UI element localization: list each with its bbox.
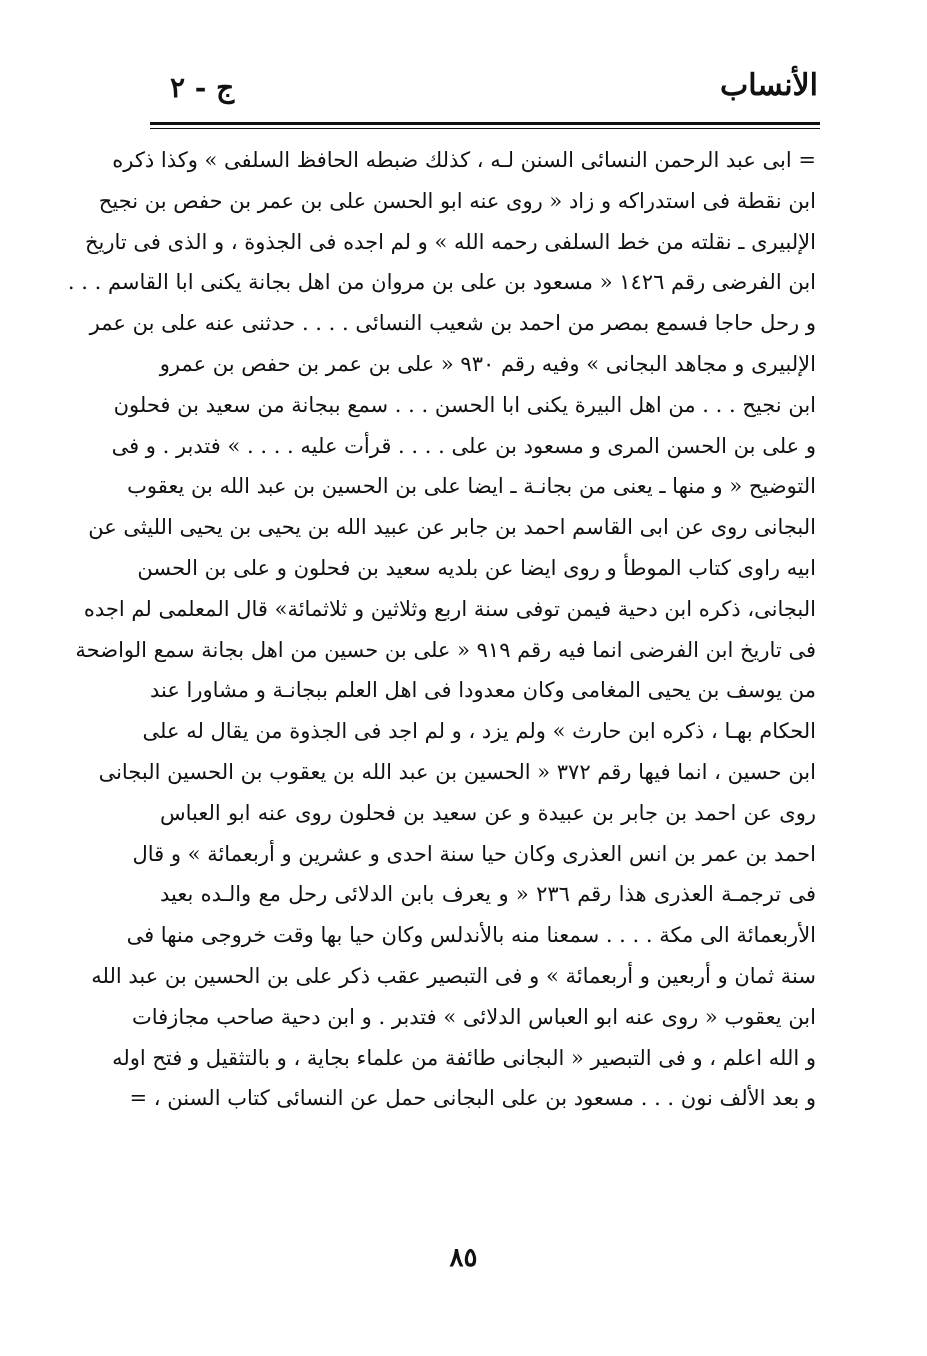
text-line: ابن الفرضى رقم ١٤٢٦ « مسعود بن على بن مروان من اهل بجانة يكنى ابا القاسم . . . — [67, 270, 816, 295]
text-line: البجانى، ذكره ابن دحية فيمن توفى سنة اربع وثلاثين و ثلاثمائة» قال المعلمى لم اجده — [83, 596, 816, 621]
volume-label: ج - ٢ — [170, 71, 235, 104]
text-line: الإلبيرى و مجاهد البجانى » وفيه رقم ٩٣٠ « على بن عمر بن حفص بن عمرو — [159, 351, 816, 376]
text-line: احمد بن عمر بن انس العذرى وكان حيا سنة احدى و عشرين و أربعمائة » و قال — [132, 841, 816, 866]
text-line: و رحل حاجا فسمع بمصر من احمد بن شعيب النسائى . . . . حدثنى عنه على بن عمر — [89, 311, 816, 336]
text-line: من يوسف بن يحيى المغامى وكان معدودا فى اهل العلم ببجانـة و مشاورا عند — [149, 678, 816, 703]
text-line: فى ترجمـة العذرى هذا رقم ٢٣٦ « و يعرف بابن الدلائى رحل مع والـده بعيد — [160, 882, 816, 907]
text-line: ابن نجيح . . . من اهل البيرة يكنى ابا الحسن . . . سمع ببجانة من سعيد بن فحلون — [113, 392, 816, 417]
text-line: ابن يعقوب « روى عنه ابو العباس الدلائى » فتدبر . و ابن دحية صاحب مجازفات — [131, 1004, 816, 1029]
text-line: الأربعمائة الى مكة . . . . سمعنا منه بالأندلس وكان حيا بها وقت خروجى منها فى — [126, 923, 816, 948]
text-line: الإلبيرى ـ نقلته من خط السلفى رحمه الله » و لم اجده فى الجذوة ، و الذى فى تاريخ — [84, 229, 816, 254]
text-line: التوضيح « و منها ـ يعنى من بجانـة ـ ايضا على بن الحسين بن عبد الله بن يعقوب — [127, 474, 816, 499]
text-line: البجانى روى عن ابى القاسم احمد بن جابر عن عبيد الله بن يحيى بن يحيى الليثى عن — [88, 515, 816, 540]
text-line: و الله اعلم ، و فى التبصير « البجانى طائفة من علماء بجاية ، و بالتثقيل و فتح اوله — [112, 1045, 816, 1070]
running-title: الأنساب — [720, 68, 818, 103]
header-rule-thick — [150, 122, 820, 125]
text-line: = ابى عبد الرحمن النسائى السنن لـه ، كذلك ضبطه الحافظ السلفى » وكذا ذكره — [112, 148, 816, 172]
text-line: ابن حسين ، انما فيها رقم ٣٧٢ « الحسين بن عبد الله بن يعقوب بن الحسين البجانى — [98, 759, 816, 784]
text-line: ابيه راوى كتاب الموطأ و روى ايضا عن بلديه سعيد بن فحلون و على بن الحسن — [137, 555, 816, 580]
text-line: ابن نقطة فى استدراكه و زاد « روى عنه ابو الحسن على بن عمر بن حفص بن نجيح — [98, 188, 816, 213]
text-line: سنة ثمان و أربعين و أربعمائة » و فى التبصير عقب ذكر على بن الحسين بن عبد الله — [91, 963, 816, 988]
text-line: روى عن احمد بن جابر بن عبيدة و عن سعيد بن فحلون روى عنه ابو العباس — [160, 800, 816, 825]
text-line: فى تاريخ ابن الفرضى انما فيه رقم ٩١٩ « على بن حسين من اهل بجانة سمع الواضحة — [75, 637, 816, 662]
text-line: و على بن الحسن المرى و مسعود بن على . . . . قرأت عليه . . . . » فتدبر . و فى — [111, 433, 816, 458]
text-line: و بعد الألف نون . . . مسعود بن على البجانى حمل عن النسائى كتاب السنن ، = — [129, 1086, 816, 1111]
text-line: الحكام بهـا ، ذكره ابن حارث » ولم يزد ، و لم اجد فى الجذوة من يقال له على — [142, 719, 816, 744]
page-number: ٨٥ — [449, 1243, 478, 1273]
body-text — [67, 140, 816, 1119]
header-rule-thin — [150, 128, 820, 129]
page-header — [150, 66, 818, 114]
